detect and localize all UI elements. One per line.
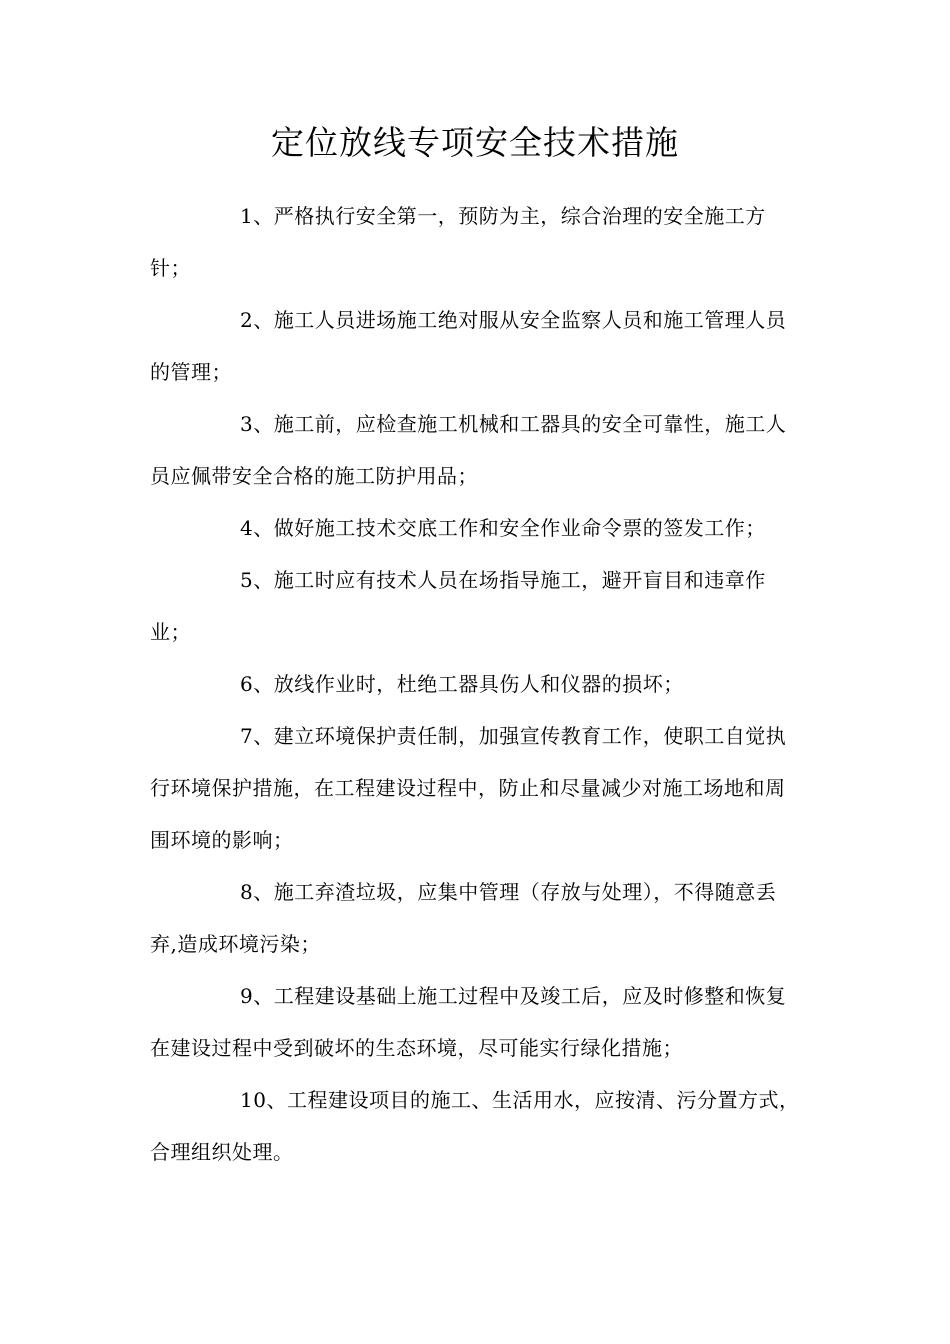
document-body: [150, 190, 802, 1178]
paragraph-2: 2、施工人员进场施工绝对服从安全监察人员和施工管理人员的管理；: [150, 308, 787, 384]
paragraph-6: 6、放线作业时，杜绝工器具伤人和仪器的损坏；: [240, 672, 684, 696]
document-title: 定位放线专项安全技术措施: [271, 123, 679, 162]
paragraph-4: 4、做好施工技术交底工作和安全作业命令票的签发工作；: [240, 516, 766, 540]
paragraph-7: 7、建立环境保护责任制，加强宣传教育工作，使职工自觉执行环境保护措施，在工程建设过程中，防止和尽量减少对施工场地和周围环境的影响；: [150, 724, 787, 852]
paragraph-10: 10、工程建设项目的施工、生活用水，应按清、污分置方式，合理组织处理。: [150, 1088, 800, 1164]
paragraph-5: 5、施工时应有技术人员在场指导施工，避开盲目和违章作业；: [150, 568, 766, 644]
paragraph-9: 9、工程建设基础上施工过程中及竣工后，应及时修整和恢复在建设过程中受到破坏的生态环境，尽可能实行绿化措施；: [150, 984, 787, 1060]
paragraph-8: 8、施工弃渣垃圾，应集中管理（存放与处理），不得随意丢弃,造成环境污染；: [150, 880, 777, 956]
paragraph-1: 1、严格执行安全第一，预防为主，综合治理的安全施工方针；: [150, 204, 766, 280]
paragraph-3: 3、施工前，应检查施工机械和工器具的安全可靠性，施工人员应佩带安全合格的施工防护用品；: [150, 412, 787, 488]
